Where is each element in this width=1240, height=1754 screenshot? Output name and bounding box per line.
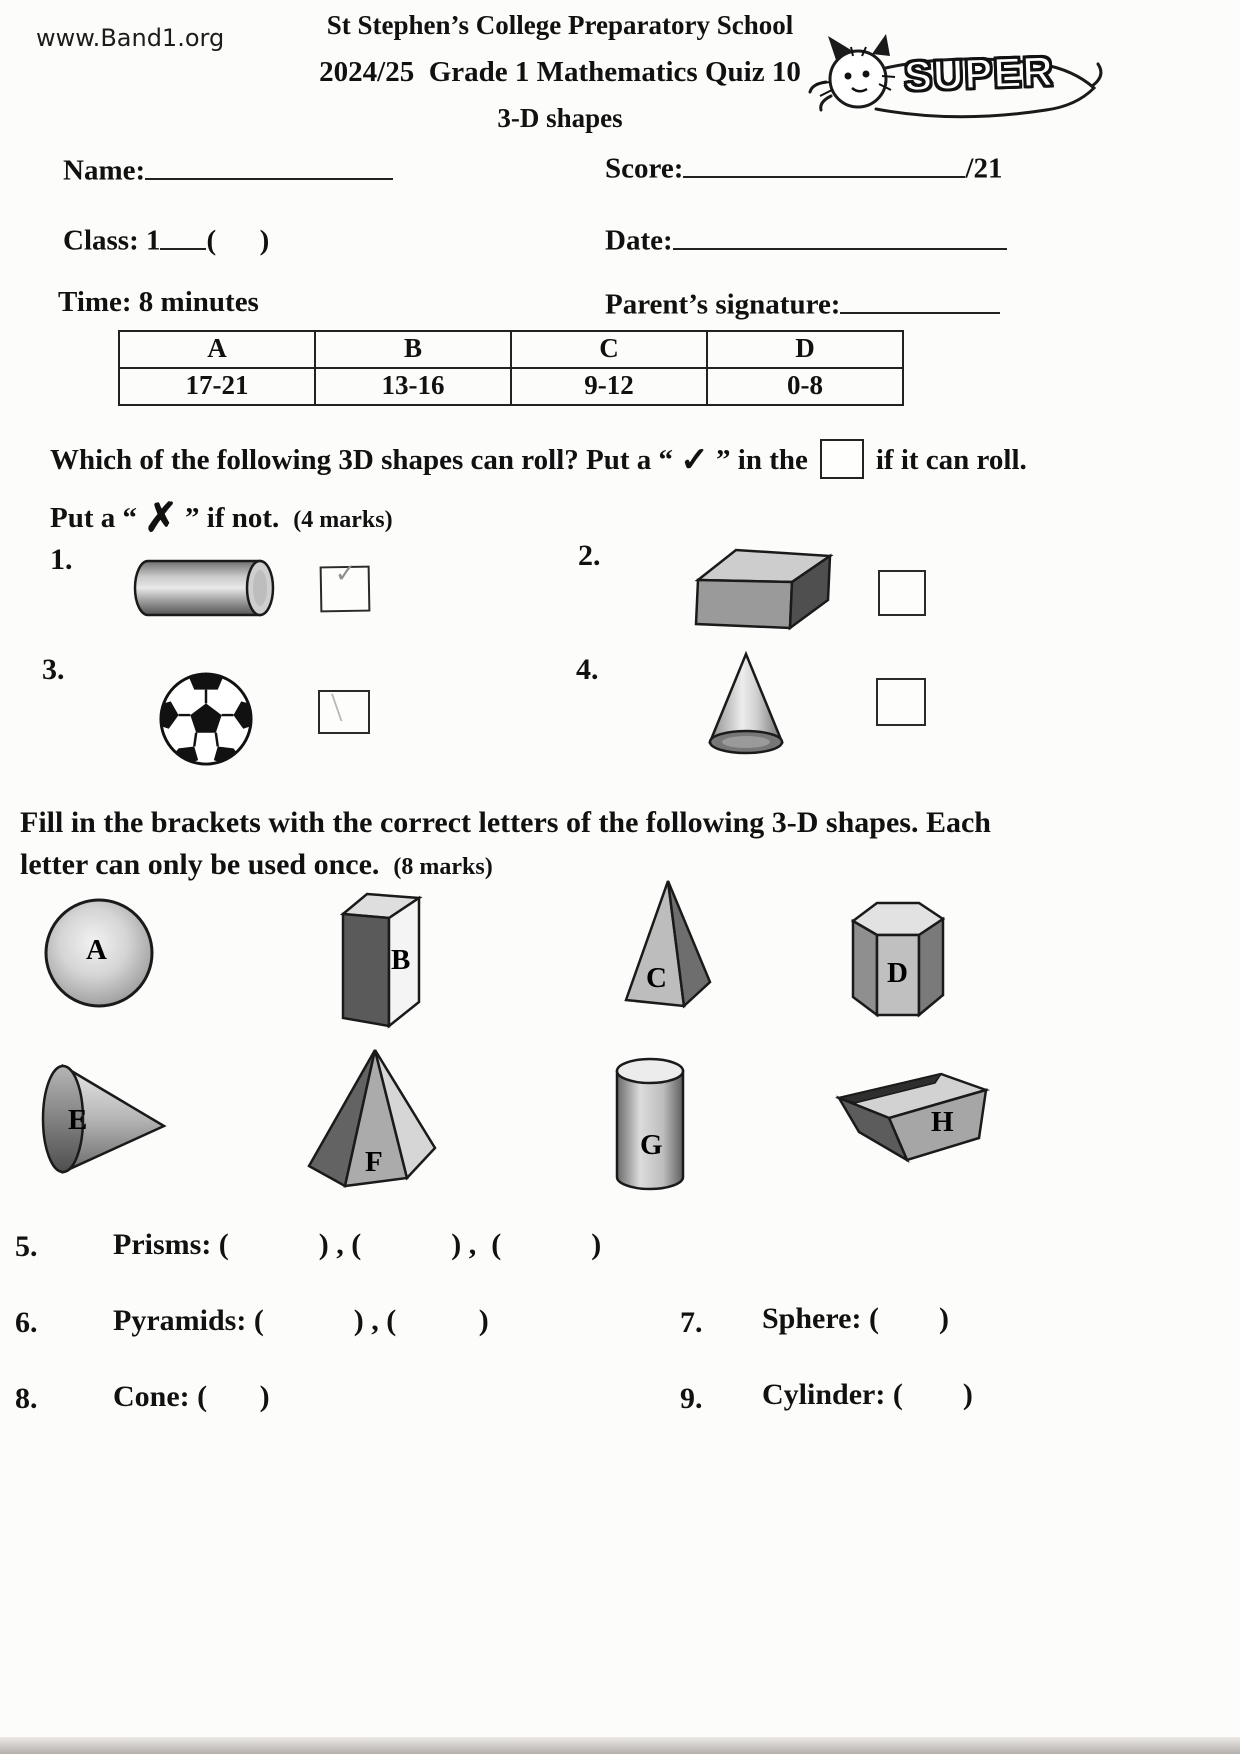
match-instruction-line1: Fill in the brackets with the correct letters of the following 3-D shapes. Each xyxy=(20,806,991,839)
shape-letter-e: E xyxy=(68,1104,88,1136)
grade-header-a: A xyxy=(119,331,315,368)
rectangular-prism-svg xyxy=(335,886,430,1031)
cone-shape xyxy=(700,650,792,763)
class-label: Class: 1 xyxy=(63,224,161,257)
shape-letter-h: H xyxy=(931,1106,954,1138)
score-total: /21 xyxy=(965,152,1003,185)
shape-letter-c: C xyxy=(646,962,667,994)
shape-letter-a: A xyxy=(86,934,107,966)
cylinder-horizontal-shape xyxy=(132,556,280,625)
grade-header-c: C xyxy=(511,331,707,368)
score-label: Score: xyxy=(605,152,684,185)
answer-box-2 xyxy=(878,570,926,616)
shape-letter-f: F xyxy=(365,1146,383,1178)
time-label: Time: 8 minutes xyxy=(58,286,259,318)
cuboid-svg xyxy=(686,540,838,642)
question-9-number: 9. xyxy=(680,1382,703,1415)
stamp-super-text: SUPER xyxy=(903,47,1055,100)
pencil-mark-3: ╲ xyxy=(328,695,345,722)
name-row xyxy=(63,150,393,188)
name-label: Name: xyxy=(63,154,146,187)
date-label: Date: xyxy=(605,224,673,257)
shape-rectangular-prism xyxy=(335,886,430,1031)
grade-range-row xyxy=(119,368,903,405)
question-5-number: 5. xyxy=(15,1230,38,1263)
shape-cone-horizontal xyxy=(38,1060,168,1180)
question-8-text: Cone: ( ) xyxy=(113,1380,270,1413)
shape-hexagonal-prism xyxy=(845,891,950,1021)
roll-instruction-line2 xyxy=(50,490,393,540)
roll-instruction-text-1: Which of the following 3D shapes can roll? Put a “ xyxy=(50,444,681,476)
class-brackets: ( ) xyxy=(206,224,270,257)
shape-square-pyramid xyxy=(620,876,715,1011)
check-mark-glyph: ✓ xyxy=(680,442,709,479)
shape-sphere xyxy=(42,896,157,1011)
soccer-ball-shape xyxy=(156,670,256,773)
quiz-topic: 3-D shapes xyxy=(497,103,623,133)
grade-range-d: 0-8 xyxy=(707,368,903,405)
roll-instruction-text-5: ” if not. xyxy=(177,502,280,534)
question-6-text: Pyramids: ( ) , ( ) xyxy=(113,1304,489,1337)
pencil-mark-1: ✓ xyxy=(334,558,357,590)
cone-svg xyxy=(700,650,792,758)
shape-hexagonal-pyramid xyxy=(305,1046,440,1191)
cuboid-shape xyxy=(686,540,838,647)
date-blank-line xyxy=(673,220,1007,250)
scan-bottom-edge xyxy=(0,1737,1240,1754)
grade-header-d: D xyxy=(707,331,903,368)
question-6-number: 6. xyxy=(15,1306,38,1339)
question-7-number: 7. xyxy=(680,1306,703,1339)
match-marks-note: (8 marks) xyxy=(393,854,493,880)
soccer-ball-svg xyxy=(156,670,256,768)
shape-trapezoidal-prism xyxy=(835,1070,990,1165)
shape-letter-b: B xyxy=(391,944,411,976)
class-blank-line xyxy=(160,220,206,250)
watermark: www.Band1.org xyxy=(36,24,225,52)
signature-label: Parent’s signature: xyxy=(605,288,841,321)
item-2-number: 2. xyxy=(578,539,601,572)
grade-range-a: 17-21 xyxy=(119,368,315,405)
answer-box-3 xyxy=(318,690,370,734)
roll-instruction-line1 xyxy=(50,438,1027,479)
question-5-text: Prisms: ( ) , ( ) , ( ) xyxy=(113,1228,602,1261)
roll-marks-note: (4 marks) xyxy=(293,507,393,533)
date-row xyxy=(605,220,1007,258)
square-pyramid-svg xyxy=(620,876,715,1011)
item-4-number: 4. xyxy=(576,653,599,686)
grade-header-b: B xyxy=(315,331,511,368)
score-row xyxy=(605,148,1002,186)
super-cat-stamp xyxy=(806,24,1106,152)
match-instruction-text: letter can only be used once. xyxy=(20,848,380,881)
class-row xyxy=(63,220,269,258)
shape-letter-g: G xyxy=(640,1129,663,1161)
grade-range-b: 13-16 xyxy=(315,368,511,405)
cone-horizontal-svg xyxy=(38,1060,168,1180)
hexagonal-prism-svg xyxy=(845,891,950,1021)
item-3-number: 3. xyxy=(42,653,65,686)
roll-instruction-text-4: Put a “ xyxy=(50,502,145,534)
cylinder-vertical-svg xyxy=(612,1053,687,1193)
answer-box-4 xyxy=(876,678,926,726)
grade-table xyxy=(118,330,904,406)
time-row xyxy=(58,286,259,319)
trapezoidal-prism-svg xyxy=(835,1070,990,1165)
roll-instruction-text-3: if it can roll. xyxy=(875,444,1027,476)
score-blank-line xyxy=(683,148,965,178)
quiz-title: 2024/25 Grade 1 Mathematics Quiz 10 xyxy=(319,56,801,88)
question-7-text: Sphere: ( ) xyxy=(762,1302,949,1335)
answer-box-1 xyxy=(320,558,371,613)
grade-header-row xyxy=(119,331,903,368)
example-answer-box xyxy=(820,439,864,479)
shape-cylinder-vertical xyxy=(612,1053,687,1193)
signature-blank-line xyxy=(840,284,1000,314)
cylinder-horizontal-svg xyxy=(132,556,280,620)
match-instruction-line2 xyxy=(20,848,493,882)
question-8-number: 8. xyxy=(15,1382,38,1415)
shape-letter-d: D xyxy=(887,957,908,989)
signature-row xyxy=(605,284,1000,322)
grade-range-c: 9-12 xyxy=(511,368,707,405)
school-name: St Stephen’s College Preparatory School xyxy=(326,10,794,40)
roll-instruction-text-2: ” in the xyxy=(708,444,808,476)
name-blank-line xyxy=(145,150,393,180)
item-1-number: 1. xyxy=(50,543,73,576)
question-9-text: Cylinder: ( ) xyxy=(762,1378,973,1411)
cross-mark-glyph: ✗ xyxy=(144,495,178,540)
